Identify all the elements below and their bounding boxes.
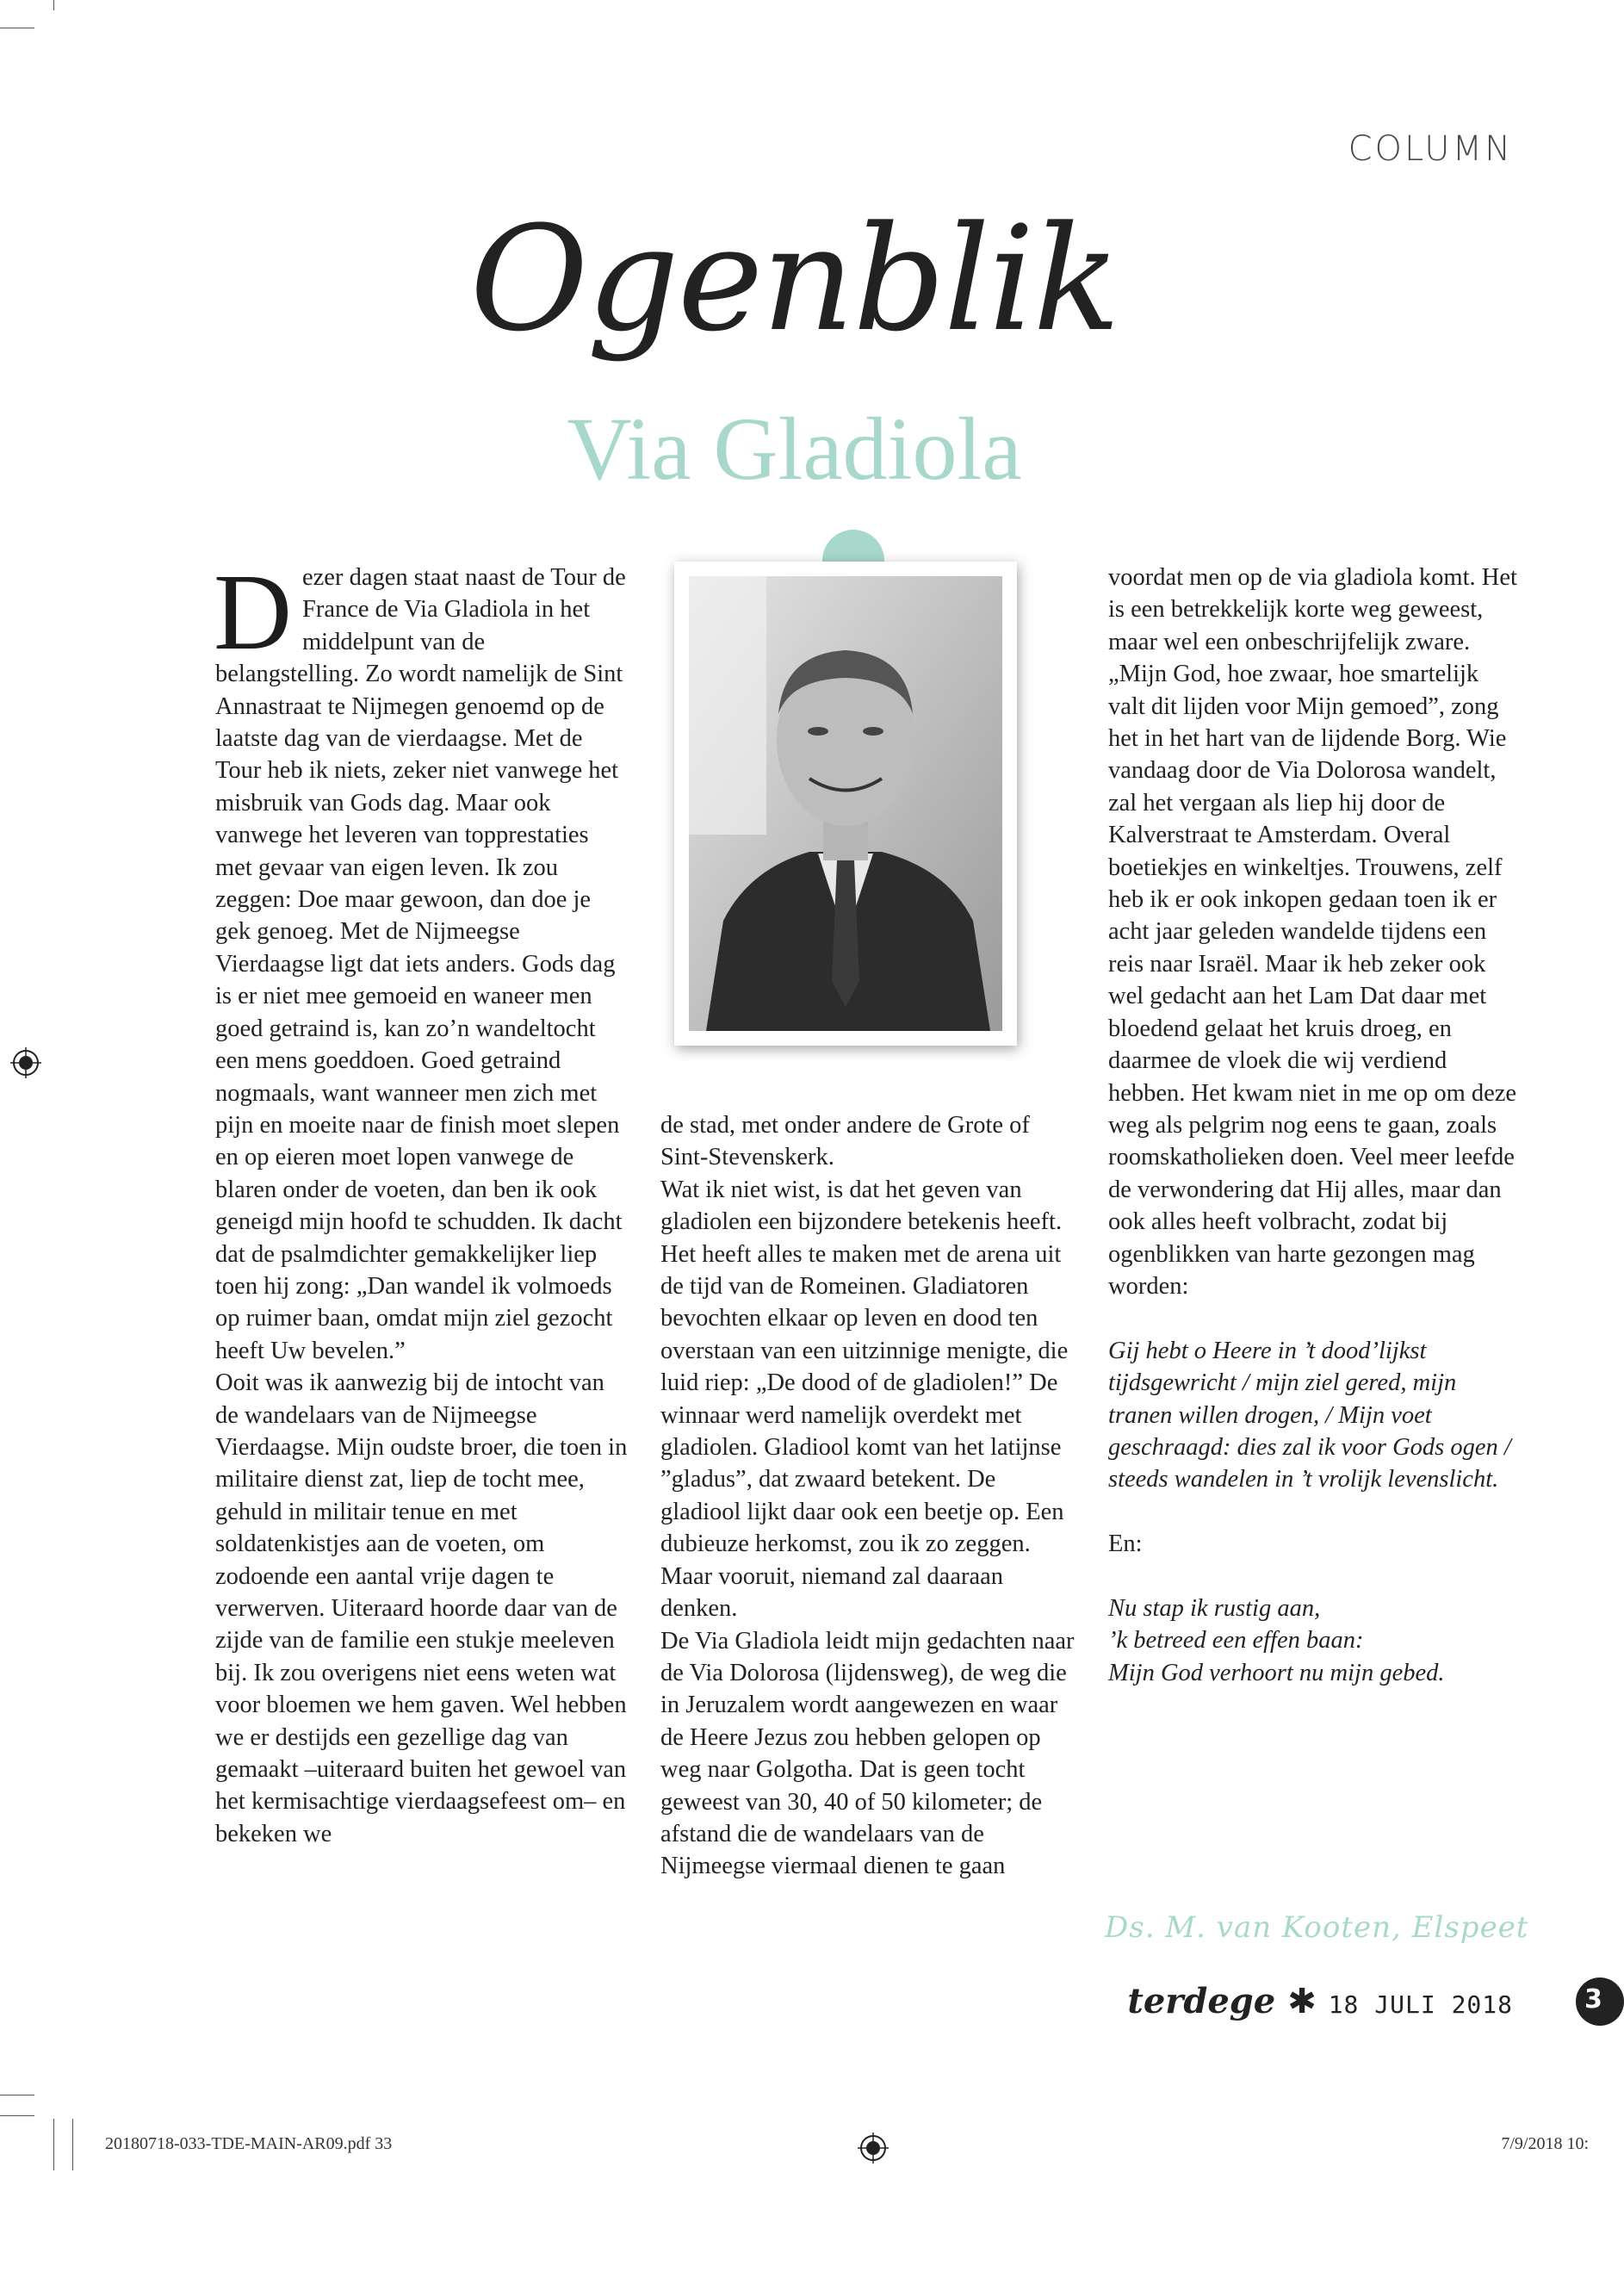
dropcap: D [214, 553, 292, 673]
paragraph: Wat ik niet wist, is dat het geven van gladiolen een bijzondere betekenis heeft. Het heeft alles te maken met de arena uit de tijd van de Romeinen. Gladiatoren bevochten elkaar op leven en dood ten overstaan van een uitzinnige menigte, die luid riep: „De dood of de gladiolen!” De winnaar werd namelijk overdekt met gladiolen. Gladiool komt van het latijnse ”gladus”, dat zwaard betekent. De gladiool lijkt daar ook een beetje op. Een dubieuze herkomst, zou ik zo zeggen. Maar vooruit, niemand zal daaraan denken. [660, 1176, 1069, 1623]
author-photo-frame [674, 562, 1017, 1046]
registration-mark-icon [858, 2133, 889, 2164]
paragraph: En: [1108, 1530, 1143, 1558]
page-subtitle: Via Gladiola [567, 400, 1022, 499]
magazine-brand: terdege [1127, 1981, 1276, 2021]
author-photo [689, 576, 1002, 1031]
registration-mark-icon [10, 1047, 41, 1078]
paragraph [214, 553, 630, 1367]
verse-line: Mijn God verhoort nu mijn gebed. [1108, 1659, 1445, 1686]
article-column-1 [214, 553, 630, 1850]
crop-mark [53, 2119, 54, 2170]
paragraph: de stad, met onder andere de Grote of Sint-Stevenskerk. [660, 1112, 1030, 1171]
crop-mark [72, 2119, 73, 2170]
author-signature: Ds. M. van Kooten, Elspeet [1105, 1910, 1529, 1945]
page-number-badge [1576, 1977, 1624, 2026]
page-title: Ogenblik [469, 195, 1119, 363]
paragraph-spacer [1108, 1302, 1522, 1334]
print-slug-timestamp: 7/9/2018 10: [1501, 2134, 1589, 2153]
crop-mark [0, 2115, 34, 2116]
page-footer [1127, 1981, 1513, 2021]
paragraph-text: ezer dagen staat naast de Tour de France de Via Gladiola in het middelpunt van de belangstelling. Zo wordt namelijk de Sint Annastraat te Nijmegen genoemd op de laatste dag van de vierdaagse. Met de Tour heb ik niets, zeker niet vanwege het misbruik van Gods dag. Maar ook vanwege het leveren van topprestaties met gevaar van eigen leven. Ik zou zeggen: Doe maar gewoon, dan doe je gek genoeg. Met de Nijmeegse Vierdaagse ligt dat iets anders. Gods dag is er niet mee gemoeid en waneer men goed getraind is, kan zo’n wandeltocht een mens goeddoen. Goed getraind nogmaals, want wanneer men zich met pijn en moeite naar de finish moet slepen en op eieren moet lopen vanwege de blaren onder de voeten, dan ben ik ook geneigd mijn hoofd te schudden. Ik dacht dat de psalmdichter gemakkelijker liep toen hij zong: „Dan wandel ik volmoeds op ruimer baan, omdat mijn ziel gezocht heeft Uw bevelen.” [215, 564, 626, 1364]
verse-line: ’k betreed een effen baan: [1108, 1627, 1364, 1655]
section-label: COLUMN [1348, 129, 1513, 169]
verse-quote: Gij hebt o Heere in ’t dood’lijkst tijdsgewricht / mijn ziel gered, mijn tranen willen drogen, / Mijn voet geschraagd: dies zal ik voor Gods ogen / steeds wandelen in ’t vrolijk levenslicht. [1108, 1337, 1511, 1493]
paragraph: De Via Gladiola leidt mijn gedachten naar de Via Dolorosa (lijdensweg), de weg die in Jeruzalem wordt aangewezen en waar de Heere Jezus zou hebben gelopen op weg naar Golgotha. Dat is geen tocht geweest van 30, 40 of 50 kilometer; de afstand die de wandelaars van de Nijmeegse viermaal dienen te gaan [660, 1627, 1075, 1880]
crop-mark [53, 0, 54, 10]
paragraph: voordat men op de via gladiola komt. Het is een betrekkelijk korte weg geweest, maar wel een onbeschrijfelijk zware. „Mijn God, hoe zwaar, hoe smartelijk valt dit lijden voor Mijn gemoed”, zong het in het hart van de lijdende Borg. Wie vandaag door de Via Dolorosa wandelt, zal het vergaan als liep hij door de Kalverstraat te Amsterdam. Overal boetiekjes en winkeltjes. Trouwens, zelf heb ik er ook inkopen gedaan toen ik er acht jaar geleden wandelde tijdens een reis naar Israël. Maar ik heb zeker ook wel gedacht aan het Lam Dat daar met bloedend gelaat het kruis droeg, en daarmee de vloek die wij verdiend hebben. Het kwam niet in me op om deze weg als pelgrim nog eens te gaan, zoals roomskatholieken doen. Veel meer leefde de verwondering dat Hij alles, maar dan ook alles heeft volbracht, zodat bij ogenblikken van harte gezongen mag worden: [1108, 564, 1517, 1300]
verse-line: Nu stap ik rustig aan, [1108, 1595, 1321, 1622]
page-number: 3 [1584, 1984, 1602, 2015]
issue-date: 18 JULI 2018 [1328, 1990, 1513, 2019]
asterisk-icon: ✱ [1287, 1982, 1317, 2021]
paragraph: Ooit was ik aanwezig bij de intocht van de wandelaars van de Nijmeegse Vierdaagse. Mijn oudste broer, die toen in militaire dienst zat, liep de tocht mee, gehuld in militair tenue en met soldatenkistjes aan de voeten, om zodoende een aantal vrije dagen te verwerven. Uiteraard hoorde daar van de zijde van de familie een stukje meeleven bij. Ik zou overigens niet eens weten wat voor bloemen we hem gaven. Wel hebben we er destijds een gezellige dag van gemaakt –uiteraard buiten het gewoel van het kermisachtige vierdaagsefeest om– en bekeken we [215, 1369, 628, 1847]
portrait-illustration [689, 576, 1002, 1031]
article-column-2 [660, 1109, 1077, 1883]
paragraph-spacer [1108, 1496, 1522, 1528]
print-slug-file: 20180718-033-TDE-MAIN-AR09.pdf 33 [105, 2134, 393, 2153]
paragraph-spacer [1108, 1561, 1522, 1593]
article-column-3 [1108, 562, 1522, 1689]
